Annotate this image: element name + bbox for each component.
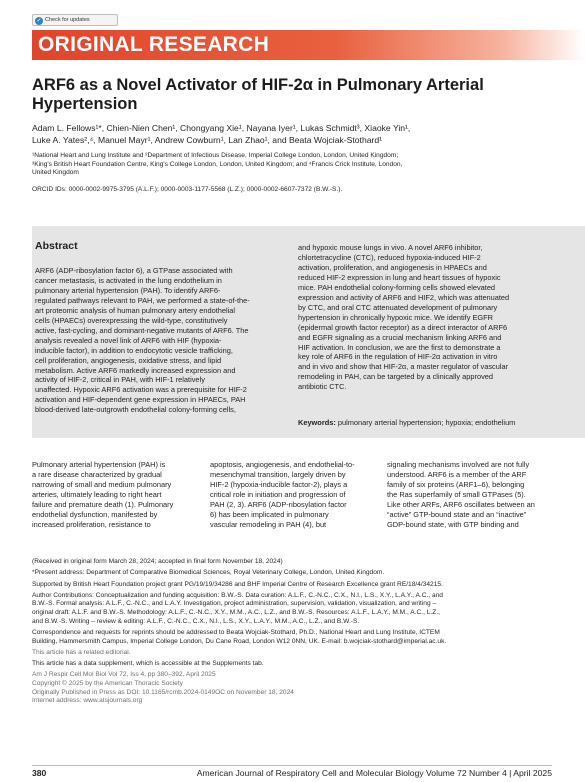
contribution-line: and B.W.-S. Writing – review & editing: A.L.F., C.-N.C., C.X., N.I., L.S., X.Y., L.A.Y., M.M., A.C., L.Z., and B.W.-S. [32, 617, 360, 625]
text-line: by CTC, and oral CTC attenuated development of pulmonary [298, 302, 498, 312]
affiliation-line: ³King's British Heart Foundation Centre, King's College London, London, United Kingdom; and ⁴Francis Crick Institute, London, [32, 160, 403, 168]
text-line: GDP-bound state, with GTP binding and [387, 519, 519, 529]
data-supplement-note[interactable]: This article has a data supplement, which is accessible at the Supplements tab. [32, 660, 264, 668]
text-line: failure and premature death (1). Pulmonary [32, 499, 174, 509]
text-line: expression and activity of ARF6 and HIF2, which was attenuated [298, 292, 510, 302]
text-line: activation and HIF-dependent gene expression in HPAECs, PAH [35, 395, 246, 405]
text-line: inducible factor), in addition to endocytotic vesicle trafficking, [35, 345, 233, 355]
citation-block [32, 671, 557, 705]
text-line: antibiotic CTC. [298, 382, 347, 392]
text-line: Pulmonary arterial hypertension (PAH) is [32, 460, 166, 469]
check-updates-label: Check for updates [45, 17, 90, 23]
contribution-line: Author Contributions: Conceptualization and funding acquisition: B.W.-S. Data curation: A.L.F., C.-N.C., C.X., N.I., L.S., X.Y., L.A.Y., A.C., and [32, 591, 443, 599]
text-line: cancer metastasis, is activated in the lung endothelium in [35, 275, 222, 285]
text-line: Like other ARFs, ARF6 oscillates between an [387, 499, 535, 509]
text-line: the Ras superfamily of small GTPases (5). [387, 489, 526, 499]
text-line: key role of ARF6 in the regulation of HIF-2α activation in vitro [298, 352, 498, 362]
body-column-2 [210, 460, 374, 530]
abstract-heading: Abstract [35, 240, 78, 252]
correspondence [32, 629, 557, 646]
text-line: pulmonary arterial hypertension (PAH). To identify ARF6- [35, 285, 221, 295]
present-address: *Present address: Department of Comparative Biomedical Sciences, Royal Veterinary College, London, United Kingdom. [32, 569, 385, 577]
contribution-line: B.W.-S. Formal analysis: A.L.F., C.-N.C., and L.A.Y. Investigation, project administration, supervision, validation, visualization, and writing – [32, 600, 437, 608]
text-line: mesenchymal transition, largely driven by [210, 469, 346, 479]
affiliation-line: United Kingdom [32, 169, 79, 177]
funding-statement: Supported by British Heart Foundation project grant PG/19/19/34286 and BHF Imperial Centre of Research Excellence grant RE/18/4/34215. [32, 580, 443, 588]
internet-address[interactable]: Internet address: www.atsjournals.org [32, 697, 143, 705]
text-line: “active” GTP-bound state and an “inactive” [387, 509, 527, 519]
text-line: active, fast-cycling, and dominant-negative mutants of ARF6. The [35, 325, 249, 335]
text-line: ARF6 (ADP-ribosylation factor 6), a GTPase associated with [35, 266, 233, 275]
received-dates: (Received in original form March 28, 2024; accepted in final form November 18, 2024) [32, 558, 283, 565]
footer-divider [32, 765, 552, 766]
correspondence-line: Building, Hammersmith Campus, Imperial College London, Du Cane Road, London W12 0NN, UK. E-mail: b.wojciak-stothard@imperial.ac.uk. [32, 637, 447, 645]
text-line: and hypoxic mouse lungs in vivo. A novel ARF6 inhibitor, [298, 243, 483, 252]
article-type-banner [32, 30, 585, 60]
check-for-updates-badge[interactable] [32, 14, 118, 26]
text-line: signaling mechanisms involved are not fully [387, 460, 530, 469]
text-line: hypertension in chronically hypoxic mice. We identify EGFR [298, 312, 493, 322]
text-line: increased proliferation, resistance to [32, 519, 151, 529]
journal-footer: American Journal of Respiratory Cell and Molecular Biology Volume 72 Number 4 | April 2025 [196, 768, 552, 778]
text-line: (epidermal growth factor receptor) as a direct interactor of ARF6 [298, 322, 508, 332]
copyright-line: Copyright © 2025 by the American Thoracic Society [32, 679, 183, 687]
article-title: ARF6 as a Novel Activator of HIF-2α in Pulmonary Arterial Hypertension [32, 76, 484, 113]
orcid-ids: ORCID IDs: 0000-0002-9975-3795 (A.L.F.); 0000-0003-1177-5568 (L.Z.); 0000-0002-6607-7372 (B.W.-S.). [32, 186, 343, 193]
text-line: remodeling in PAH, can be targeted by a clinically approved [298, 372, 494, 382]
text-line: critical role in initiation and progression of [210, 489, 346, 499]
text-line: endothelial dysfunction, manifested by [32, 509, 158, 519]
keywords [298, 418, 558, 428]
text-line: chlortetracycline (CTC), reduced hypoxia-induced HIF-2 [298, 252, 481, 262]
author-line: Luke A. Yates²,⁴, Manuel Mayr¹, Andrew Cowburn¹, Lan Zhao¹, and Beata Wojciak-Stothard¹ [32, 134, 383, 145]
check-updates-icon: ✓ [36, 17, 42, 24]
text-line: and EGFR signaling as a crucial mechanism linking ARF6 and [298, 332, 502, 342]
affiliation-line: ¹National Heart and Lung Institute and ²Department of Infectious Disease, Imperial College London, London, United Kingdom; [32, 152, 399, 159]
contribution-line: original draft: A.L.F. and B.W.-S. Methodology: A.L.F., C.-N.C., X.Y., M.M., A.C., L.Z., and B.W.-S. Resources: A.L.F., L.A.Y., M.M., A.C., L.Z., [32, 609, 440, 617]
abstract-left-column [35, 266, 283, 415]
author-list [32, 123, 552, 146]
text-line: a rare disease characterized by gradual [32, 469, 162, 479]
text-line: vascular remodeling in PAH (4), but [210, 519, 327, 529]
keywords-label: Keywords: [298, 418, 336, 427]
text-line: apoptosis, angiogenesis, and endothelial-to- [210, 460, 355, 469]
text-line: cells (HPAECs) overexpressing the wild-type, constitutively [35, 315, 228, 325]
text-line: cell proliferation, angiogenesis, oxidative stress, and lipid [35, 355, 222, 365]
text-line: HIF activation. In conclusion, we are the first to demonstrate a [298, 342, 501, 352]
text-line: understood. ARF6 is a member of the ARF [387, 469, 527, 479]
text-line: PAH (2, 3). ARF6 (ADP-ribosylation factor [210, 499, 347, 509]
author-contributions [32, 592, 557, 626]
body-column-1 [32, 460, 196, 530]
article-notes [32, 558, 557, 706]
text-line: mice. PAH endothelial colony-forming cells showed elevated [298, 282, 496, 292]
text-line: and in vivo and show that HIF-2α, a master regulator of vascular [298, 362, 509, 372]
page-number: 380 [32, 768, 47, 778]
citation-line: Am J Respir Cell Mol Biol Vol 72, Iss 4, pp 380–392, April 2025 [32, 671, 216, 679]
affiliations [32, 152, 557, 178]
text-line: activity of HIF-2, critical in PAH, with HIF-1 relatively [35, 375, 205, 385]
text-line: analysis revealed a novel link of ARF6 with HIF (hypoxia- [35, 335, 222, 345]
text-line: reduced HIF-2 expression in lung and heart tissues of hypoxic [298, 272, 501, 282]
correspondence-line: Correspondence and requests for reprints should be addressed to Beata Wojciak-Stothard, Ph.D., National Heart and Lung Institute, ICTEM [32, 628, 440, 636]
text-line: HIF-2 (hypoxia-inducible factor-2), plays a [210, 479, 348, 489]
text-line: blood-derived late-outgrowth endothelial colony-forming cells, [35, 405, 236, 415]
text-line: 6) has been implicated in pulmonary [210, 509, 329, 519]
text-line: narrowing of small and medium pulmonary [32, 479, 172, 489]
keywords-text: pulmonary arterial hypertension; hypoxia; endothelium [337, 418, 516, 427]
text-line: activation, proliferation, and angiogenesis in HPAECs and [298, 262, 487, 272]
text-line: arteries, ultimately leading to right heart [32, 489, 162, 499]
doi-line[interactable]: Originally Published in Press as DOI: 10.1165/rcmb.2024-0149OC on November 18, 2024 [32, 688, 294, 696]
author-line: Adam L. Fellows¹*, Chien-Nien Chen¹, Chongyang Xie¹, Nayana Iyer¹, Lukas Schmidt³, Xiaoke Yin¹, [32, 123, 411, 133]
text-line: art proteomic analysis of human pulmonary artery endothelial [35, 305, 236, 315]
text-line: regulated pathways relevant to PAH, we performed a state-of-the- [35, 295, 250, 305]
text-line: metabolism. Active ARF6 markedly increased expression and [35, 365, 236, 375]
text-line: family of six proteins (ARF1–6), belonging [387, 479, 525, 489]
text-line: unaffected. Hypoxic ARF6 activation was a prerequisite for HIF-2 [35, 385, 247, 395]
article-type-label: ORIGINAL RESEARCH [38, 33, 270, 56]
body-column-3 [387, 460, 551, 530]
abstract-right-column [298, 243, 549, 392]
related-editorial-link[interactable]: This article has a related editorial. [32, 648, 131, 656]
